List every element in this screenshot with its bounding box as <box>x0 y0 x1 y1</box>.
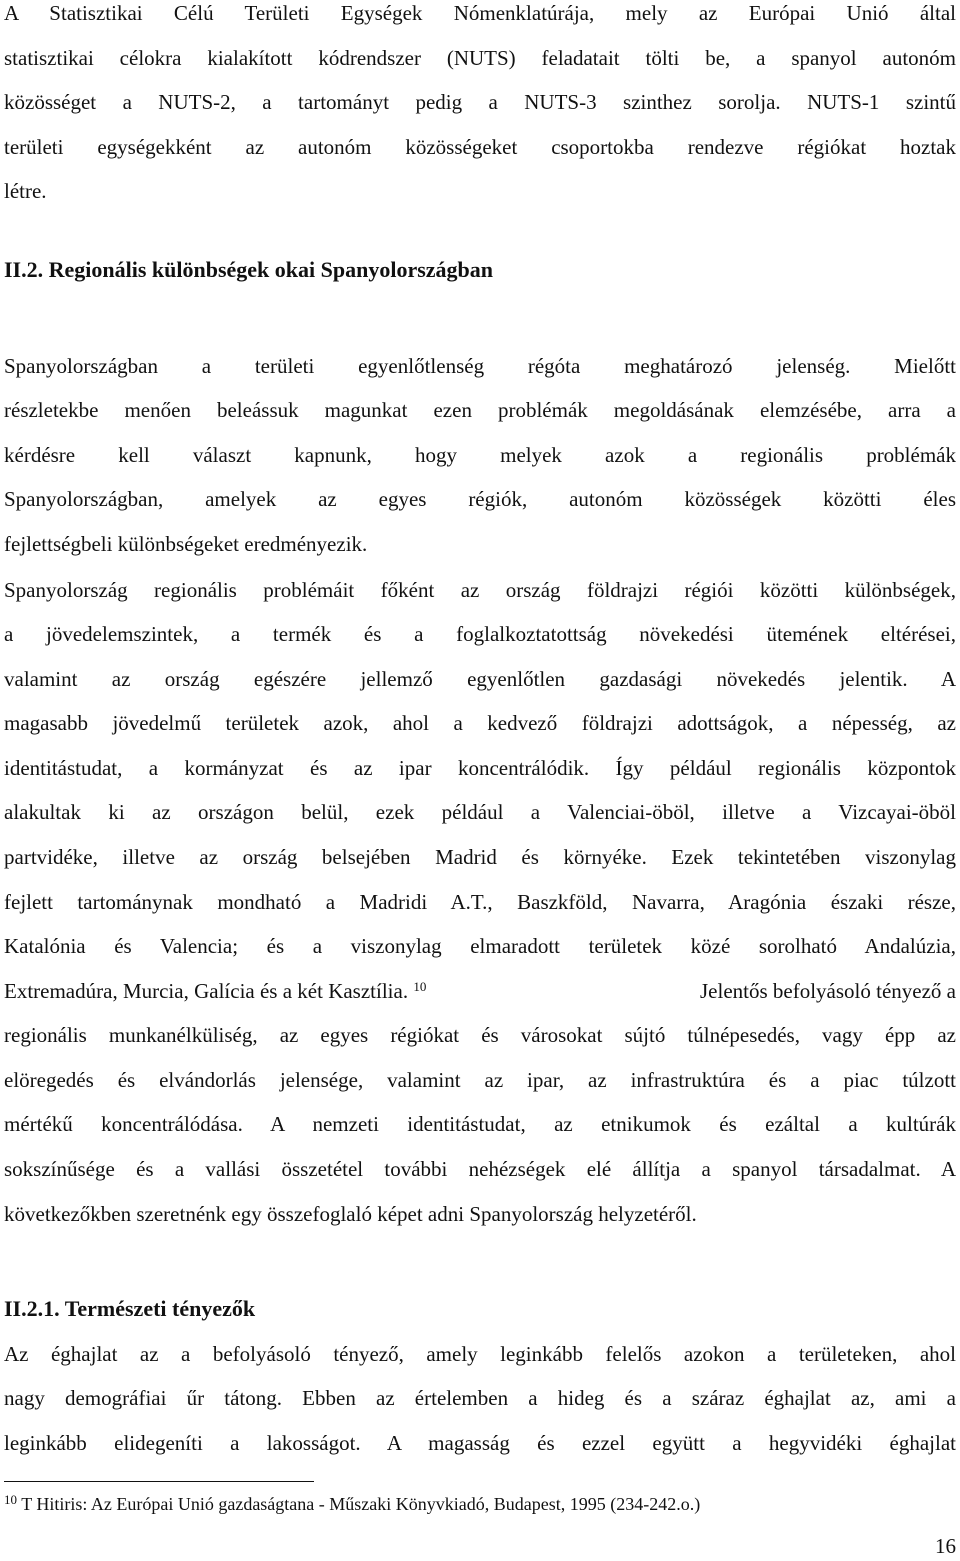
text-line: Spanyolországban a területi egyenlőtlenség régóta meghatározó jelenség. Mielőtt <box>4 354 956 378</box>
text-line <box>4 976 956 1006</box>
text-line: Katalónia és Valencia; és a viszonylag elmaradott területek közé sorolható Andalúzia, <box>4 934 956 958</box>
subsection-heading: II.2.1. Természeti tényezők <box>4 1296 256 1321</box>
text-line: Spanyolországban, amelyek az egyes régiók, autonóm közösségek közötti éles <box>4 487 956 511</box>
text-line: nagy demográfiai űr tátong. Ebben az értelemben a hideg és a száraz éghajlat az, ami a <box>4 1386 956 1410</box>
text-line: következőkben szeretnénk egy összefoglaló képet adni Spanyolország helyzetéről. <box>4 1202 697 1226</box>
section-heading: II.2. Regionális különbségek okai Spanyolországban <box>4 257 494 282</box>
text-line: területi egységekként az autonóm közösségeket csoportokba rendezve régiókat hoztak <box>4 135 956 159</box>
text-span: Extremadúra, Murcia, Galícia és a két Kasztília. <box>4 979 409 1003</box>
text-line: regionális munkanélküliség, az egyes régiókat és városokat sújtó túlnépesedés, vagy épp az <box>4 1023 956 1047</box>
text-line: leginkább elidegeníti a lakosságot. A magasság és ezzel együtt a hegyvidéki éghajlat <box>4 1431 956 1455</box>
text-line: alakultak ki az országon belül, ezek például a Valenciai-öböl, illetve a Vizcayai-öböl <box>4 800 956 824</box>
text-line: Az éghajlat az a befolyásoló tényező, amely leginkább felelős azokon a területeken, ahol <box>4 1342 956 1366</box>
text-line: a jövedelemszintek, a termék és a foglalkoztatottság növekedési ütemének eltérései, <box>4 622 956 646</box>
text-line: kérdésre kell választ kapnunk, hogy melyek azok a regionális problémák <box>4 443 956 467</box>
text-line: statisztikai célokra kialakított kódrendszer (NUTS) feladatait tölti be, a spanyol autonóm <box>4 46 956 70</box>
text-line: identitástudat, a kormányzat és az ipar koncentrálódik. Így például regionális központok <box>4 756 956 780</box>
text-line: mértékű koncentrálódása. A nemzeti identitástudat, az etnikumok és ezáltal a kultúrák <box>4 1112 956 1136</box>
text-line: sokszínűsége és a vallási összetétel további nehézségek elé állítja a spanyol társadalmat. A <box>4 1157 956 1181</box>
text-line: partvidéke, illetve az ország belsejében Madrid és környéke. Ezek tekintetében viszonylag <box>4 845 956 869</box>
text-line: fejlettségbeli különbségeket eredményezik. <box>4 532 368 556</box>
text-line: Spanyolország regionális problémáit főként az ország földrajzi régiói közötti különbségek, <box>4 578 956 602</box>
text-segment <box>4 976 426 1006</box>
text-line: közösséget a NUTS-2, a tartományt pedig a NUTS-3 szinthez sorolja. NUTS-1 szintű <box>4 90 956 114</box>
footnote <box>4 1491 700 1517</box>
text-line: valamint az ország egészére jellemző egyenlőtlen gazdasági növekedés jelentik. A <box>4 667 956 691</box>
text-line: részletekbe menően beleássuk magunkat ezen problémák megoldásának elemzésébe, arra a <box>4 398 956 422</box>
text-line: A Statisztikai Célú Területi Egységek Nómenklatúrája, mely az Európai Unió által <box>4 1 956 25</box>
footnote-text: T Hitiris: Az Európai Unió gazdaságtana - Műszaki Könyvkiadó, Budapest, 1995 (234-242.o.) <box>21 1494 701 1514</box>
footnote-separator <box>4 1481 314 1482</box>
footnote-number: 10 <box>4 1492 17 1507</box>
footnote-reference[interactable]: 10 <box>413 979 427 994</box>
text-line: magasabb jövedelmű területek azok, ahol a kedvező földrajzi adottságok, a népesség, az <box>4 711 956 735</box>
text-line: létre. <box>4 179 47 203</box>
text-segment: Jelentős befolyásoló tényező a <box>700 979 956 1003</box>
text-line: fejlett tartománynak mondható a Madridi A.T., Baszkföld, Navarra, Aragónia északi része, <box>4 890 956 914</box>
page-number: 16 <box>935 1534 956 1558</box>
text-line: elöregedés és elvándorlás jelensége, valamint az ipar, az infrastruktúra és a piac túlzott <box>4 1068 956 1092</box>
